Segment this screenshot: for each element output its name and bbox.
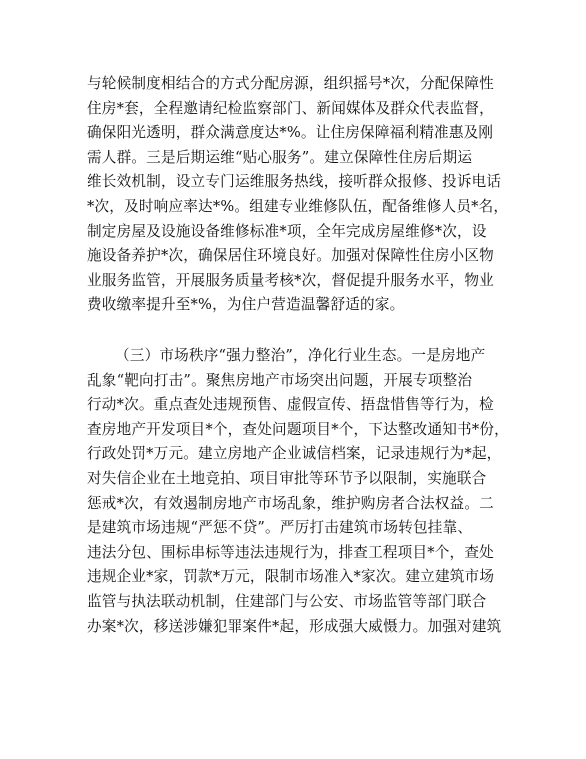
text-line: 费收缴率提升至*%，为住户营造温馨舒适的家。 — [87, 296, 405, 314]
text-line: 惩戒*次，有效遏制房地产市场乱象，维护购房者合法权益。二 — [87, 494, 494, 512]
text-line: 办案*次，移送涉嫌犯罪案件*起，形成强大威慑力。加强对建筑 — [87, 617, 502, 635]
section-heading-line: （三）市场秩序“强力整治”，净化行业生态。一是房地产 — [115, 347, 486, 364]
body-paragraph-1 — [87, 72, 509, 318]
text-line: 业服务监管，开展服务质量考核*次，督促提升服务水平，物业 — [87, 271, 494, 289]
text-line: 与轮候制度相结合的方式分配房源，组织摇号*次，分配保障性 — [87, 75, 494, 92]
text-line: 违规企业*家，罚款*万元，限制市场准入*家次。建立建筑市场 — [87, 568, 495, 586]
text-line: 是建筑市场违规“严惩不贷”。严厉打击建筑市场转包挂靠、 — [87, 519, 473, 537]
text-line: 监管与执法联动机制，住建部门与公安、市场监管等部门联合 — [87, 592, 487, 610]
body-paragraph-2 — [87, 344, 509, 639]
text-line: 行动*次。重点查处违规预售、虚假宣传、捂盘惜售等行为，检 — [87, 396, 494, 414]
text-line: 维长效机制，设立专门运维服务热线，接听群众报修、投诉电话 — [87, 173, 502, 191]
text-line: 确保阳光透明，群众满意度达*%。让住房保障福利精准惠及刚 — [87, 124, 494, 142]
text-line: *次，及时响应率达*%。组建专业维修队伍，配备维修人员*名， — [87, 197, 509, 215]
text-line: 住房*套，全程邀请纪检监察部门、新闻媒体及群众代表监督， — [87, 99, 494, 117]
text-line: 查房地产开发项目*个，查处问题项目*个，下达整改通知书*份， — [87, 420, 509, 438]
text-line: 需人群。三是后期运维“贴心服务”。建立保障性住房后期运 — [87, 148, 473, 166]
text-line: 行政处罚*万元。建立房地产企业诚信档案，记录违规行为*起， — [87, 445, 502, 463]
text-line: 乱象“靶向打击”。聚焦房地产市场突出问题，开展专项整治 — [87, 371, 473, 389]
text-line: 施设备养护*次，确保居住环境良好。加强对保障性住房小区物 — [87, 247, 494, 265]
text-line: 制定房屋及设施设备维修标准*项，全年完成房屋维修*次，设 — [87, 222, 487, 240]
text-line: 违法分包、围标串标等违法违规行为，排查工程项目*个，查处 — [87, 543, 494, 561]
text-line: 对失信企业在土地竞拍、项目审批等环节予以限制，实施联合 — [87, 469, 487, 487]
